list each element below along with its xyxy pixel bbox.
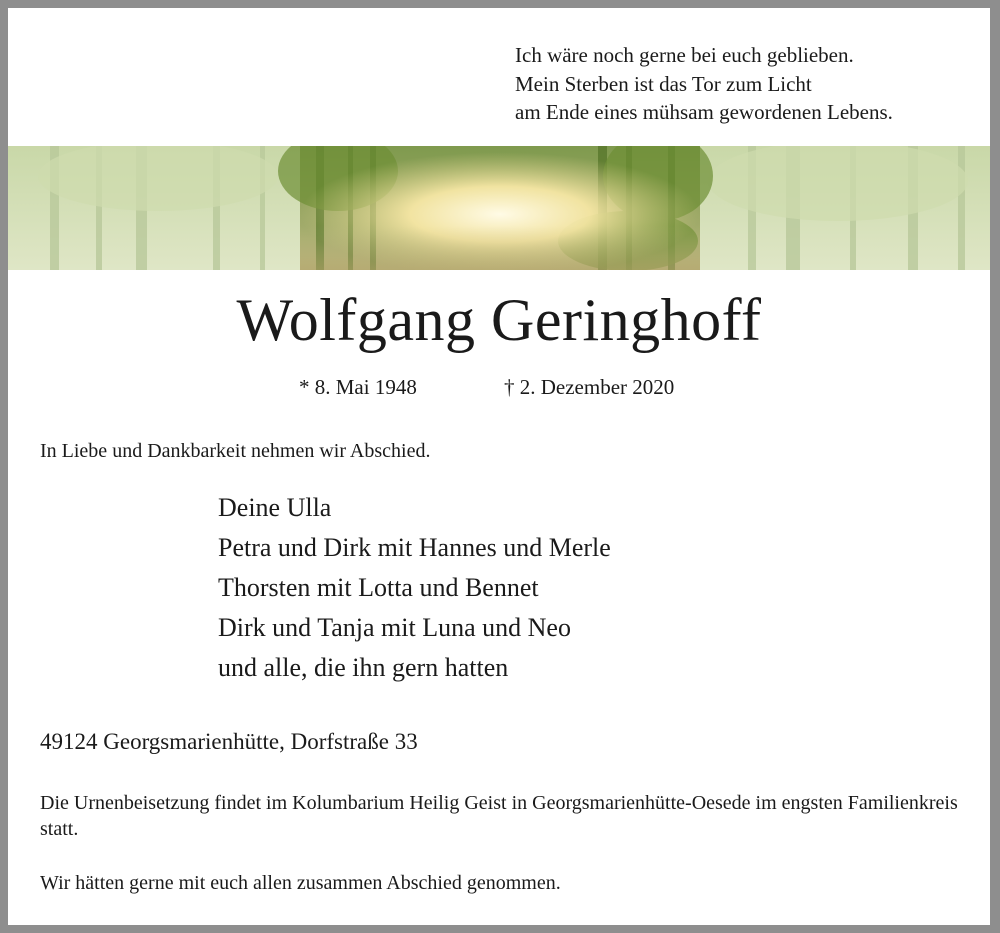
mourner-line: und alle, die ihn gern hatten xyxy=(218,653,509,682)
mourner-line: Thorsten mit Lotta und Bennet xyxy=(218,573,539,602)
poem-line: Mein Sterben ist das Tor zum Licht xyxy=(515,71,812,96)
mourner-line: Dirk und Tanja mit Luna und Neo xyxy=(218,613,571,642)
poem-line: Ich wäre noch gerne bei euch geblieben. xyxy=(515,43,854,67)
forest-banner-image xyxy=(8,146,990,270)
poem xyxy=(515,41,893,127)
family-address: 49124 Georgsmarienhütte, Dorfstraße 33 xyxy=(40,729,418,754)
death-date: † 2. Dezember 2020 xyxy=(504,375,675,399)
mourner-line: Petra und Dirk mit Hannes und Merle xyxy=(218,533,611,562)
burial-notice: Die Urnenbeisetzung findet im Kolumbarium Heilig Geist in Georgsmarienhütte-Oesede im engsten Familienkreis statt. xyxy=(40,792,958,840)
mourner-line: Deine Ulla xyxy=(218,493,332,522)
mourners-list xyxy=(218,488,611,688)
birth-date: * 8. Mai 1948 xyxy=(299,375,417,399)
obituary-card xyxy=(8,8,990,925)
closing-line: Wir hätten gerne mit euch allen zusammen Abschied genommen. xyxy=(40,872,561,894)
poem-line: am Ende eines mühsam gewordenen Lebens. xyxy=(515,100,893,124)
farewell-intro: In Liebe und Dankbarkeit nehmen wir Abschied. xyxy=(40,440,431,462)
deceased-name: Wolfgang Geringhoff xyxy=(236,287,762,353)
